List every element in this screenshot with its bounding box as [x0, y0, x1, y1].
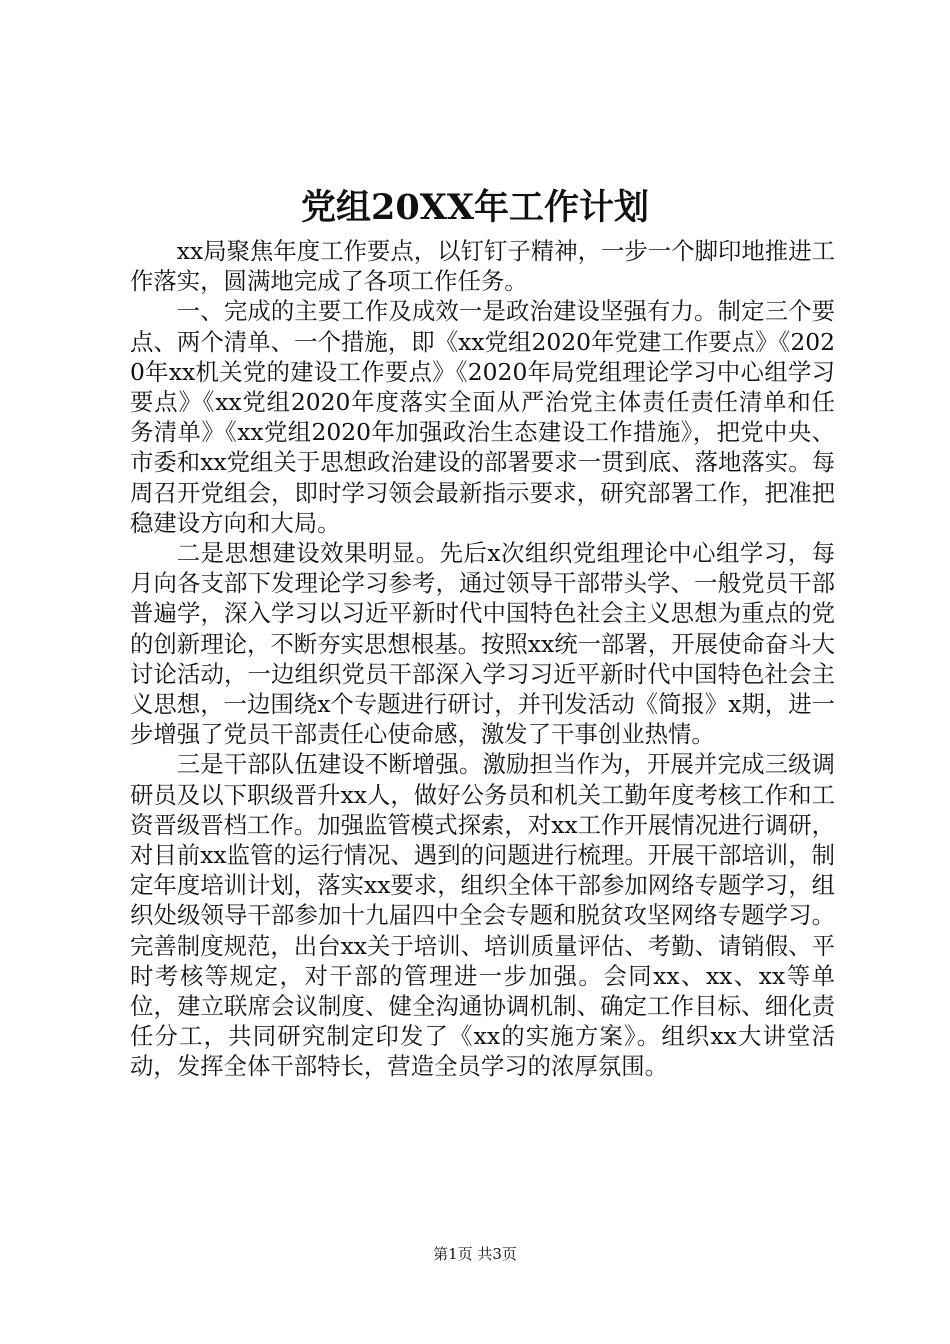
- page-footer: 第1页 共3页: [433, 1245, 517, 1263]
- paragraph-intro: xx局聚焦年度工作要点，以钉钉子精神，一步一个脚印地推进工作落实，圆满地完成了各项工作任务。: [130, 237, 835, 296]
- paragraph-political-building: 一、完成的主要工作及成效一是政治建设坚强有力。制定三个要点、两个清单、一个措施，即《xx党组2020年党建工作要点》《2020年xx机关党的建设工作要点》《2020年局党组理论学习中心组学习要点》《xx党组2020年度落实全面从严治党主体责任责任清单和任务清单》《xx党组2020年加强政治生态建设工作措施》，把党中央、市委和xx党组关于思想政治建设的部署要求一贯到底、落地落实。每周召开党组会，即时学习领会最新指示要求，研究部署工作，把准把稳建设方向和大局。: [130, 297, 835, 537]
- paragraph-cadre-building: 三是干部队伍建设不断增强。激励担当作为，开展并完成三级调研员及以下职级晋升xx人，做好公务员和机关工勤年度考核工作和工资晋级晋档工作。加强监管模式探索，对xx工作开展情况进行调研，对目前xx监管的运行情况、遇到的问题进行梳理。开展干部培训，制定年度培训计划，落实xx要求，组织全体干部参加网络专题学习，组织处级领导干部参加十九届四中全会专题和脱贫攻坚网络专题学习。完善制度规范，出台xx关于培训、培训质量评估、考勤、请销假、平时考核等规定，对干部的管理进一步加强。会同xx、xx、xx等单位，建立联席会议制度、健全沟通协调机制、确定工作目标、细化责任分工，共同研究制定印发了《xx的实施方案》。组织xx大讲堂活动，发挥全体干部特长，营造全员学习的浓厚氛围。: [130, 750, 835, 1081]
- paragraph-ideological-building: 二是思想建设效果明显。先后x次组织党组理论中心组学习，每月向各支部下发理论学习参考，通过领导干部带头学、一般党员干部普遍学，深入学习以习近平新时代中国特色社会主义思想为重点的党的创新理论，不断夯实思想根基。按照xx统一部署，开展使命奋斗大讨论活动，一边组织党员干部深入学习习近平新时代中国特色社会主义思想，一边围绕x个专题进行研讨，并刊发活动《简报》x期，进一步增强了党员干部责任心使命感，激发了干事创业热情。: [130, 539, 835, 749]
- page-title: 党组20XX年工作计划: [300, 187, 650, 228]
- document-body: [130, 236, 835, 1082]
